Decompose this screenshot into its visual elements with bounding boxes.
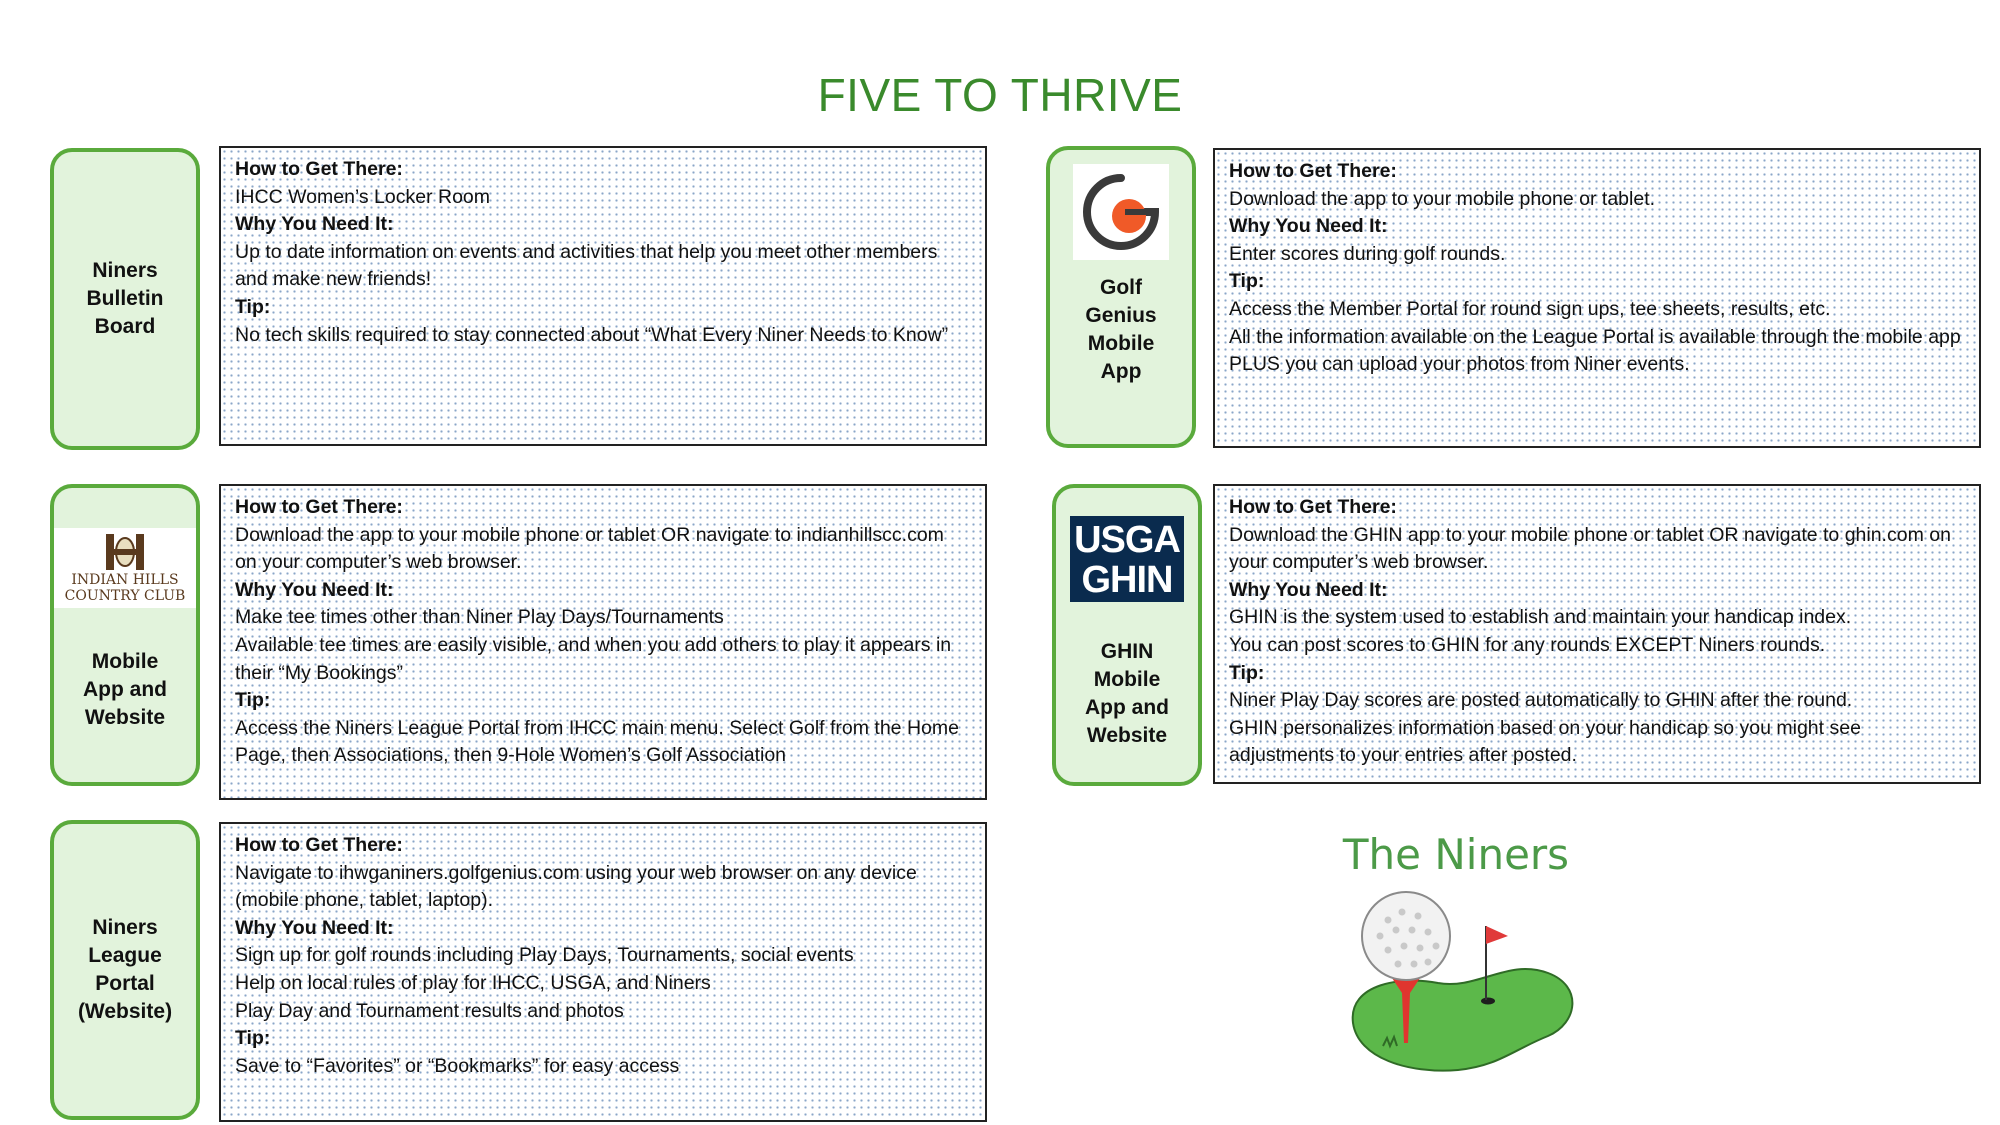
why-text: Help on local rules of play for IHCC, USGA, and Niners [235, 971, 711, 994]
tip-heading: Tip: [1229, 270, 1265, 293]
label-line: Board [94, 315, 156, 338]
tip-text: All the information available on the League Portal is available through the mobile app PLUS you can upload your photos from Niner events. [1229, 325, 1961, 376]
info-ihcc-app-website [219, 484, 987, 800]
label-line: App [1100, 360, 1142, 383]
logo-text: COUNTRY CLUB [64, 588, 186, 604]
label-line: GHIN [1100, 640, 1154, 663]
why-text: Sign up for golf rounds including Play Days, Tournaments, social events [235, 944, 854, 967]
label-ghin-app-website [1052, 484, 1202, 786]
why-heading: Why You Need It: [235, 213, 394, 236]
label-line: Genius [1085, 304, 1157, 327]
tip-text: Access the Niners League Portal from IHCC main menu. Select Golf from the Home Page, then Associations, then 9-Hole Women’s Golf Association [235, 716, 959, 767]
info-niners-league-portal [219, 822, 987, 1122]
how-text: Download the GHIN app to your mobile phone or tablet OR navigate to ghin.com on your computer’s web browser. [1229, 523, 1951, 574]
how-heading: How to Get There: [1229, 496, 1397, 518]
golf-ball-on-tee-icon [1308, 808, 1608, 1108]
logo-text: GHIN [1081, 559, 1173, 601]
label-niners-league-portal [50, 820, 200, 1120]
how-text: Navigate to ihwganiners.golfgenius.com using your web browser on any device (mobile phone, tablet, laptop). [235, 861, 917, 912]
how-heading: How to Get There: [235, 158, 403, 180]
why-heading: Why You Need It: [235, 578, 394, 601]
label-golf-genius-app [1046, 146, 1196, 448]
indian-hills-crest-icon [100, 532, 150, 572]
label-line: League [88, 944, 162, 967]
info-golf-genius-app [1213, 148, 1981, 448]
label-line: Niners [92, 259, 158, 282]
why-text: GHIN is the system used to establish and maintain your handicap index. [1229, 606, 1852, 629]
tip-text: GHIN personalizes information based on your handicap so you might see adjustments to your entries after posted. [1229, 716, 1861, 767]
why-text: Available tee times are easily visible, and when you add others to play it appears in their “My Bookings” [235, 633, 952, 684]
tip-heading: Tip: [235, 295, 271, 318]
label-line: (Website) [77, 1000, 173, 1023]
why-text: You can post scores to GHIN for any rounds EXCEPT Niners rounds. [1229, 633, 1826, 656]
label-line: Website [84, 706, 166, 729]
tip-heading: Tip: [1229, 661, 1265, 684]
how-text: IHCC Women’s Locker Room [235, 185, 491, 208]
logo-text: USGA [1074, 519, 1180, 561]
tip-text: No tech skills required to stay connected about “What Every Niner Needs to Know” [235, 323, 949, 346]
why-text: Up to date information on events and activities that help you meet other members and make new friends! [235, 240, 938, 291]
tip-text: Access the Member Portal for round sign ups, tee sheets, results, etc. [1229, 297, 1831, 320]
niners-logo-title: The Niners [1342, 830, 1570, 879]
label-line: App and [83, 678, 167, 701]
why-heading: Why You Need It: [235, 916, 394, 939]
how-heading: How to Get There: [235, 496, 403, 518]
usga-ghin-logo [1070, 516, 1184, 602]
how-text: Download the app to your mobile phone or tablet OR navigate to indianhillscc.com on your computer’s web browser. [235, 523, 944, 574]
why-text: Play Day and Tournament results and photos [235, 999, 624, 1022]
label-line: Mobile [91, 650, 159, 673]
tip-heading: Tip: [235, 689, 271, 712]
how-heading: How to Get There: [1229, 160, 1397, 182]
info-niners-bulletin-board [219, 146, 987, 446]
why-text: Enter scores during golf rounds. [1229, 242, 1506, 265]
tip-text: Save to “Favorites” or “Bookmarks” for easy access [235, 1054, 680, 1077]
label-line: Website [1086, 724, 1168, 747]
label-line: Mobile [1093, 668, 1161, 691]
how-text: Download the app to your mobile phone or tablet. [1229, 187, 1656, 210]
tip-text: Niner Play Day scores are posted automatically to GHIN after the round. [1229, 689, 1853, 712]
why-heading: Why You Need It: [1229, 215, 1388, 238]
label-line: Niners [92, 916, 158, 939]
indian-hills-logo [54, 528, 196, 608]
info-ghin-app-website [1213, 484, 1981, 784]
why-text: Make tee times other than Niner Play Days/Tournaments [235, 606, 724, 629]
label-line: Portal [95, 972, 155, 995]
label-line: App and [1085, 696, 1169, 719]
logo-text: INDIAN HILLS [71, 572, 179, 588]
label-ihcc-app-website [50, 484, 200, 786]
page-title: FIVE TO THRIVE [817, 69, 1183, 121]
tip-heading: Tip: [235, 1027, 271, 1050]
golf-genius-logo-icon [1073, 164, 1169, 260]
label-line: Bulletin [86, 287, 164, 310]
label-line: Golf [1100, 276, 1142, 299]
how-heading: How to Get There: [235, 834, 403, 856]
why-heading: Why You Need It: [1229, 578, 1388, 601]
label-niners-bulletin-board [50, 148, 200, 450]
label-line: Mobile [1087, 332, 1155, 355]
